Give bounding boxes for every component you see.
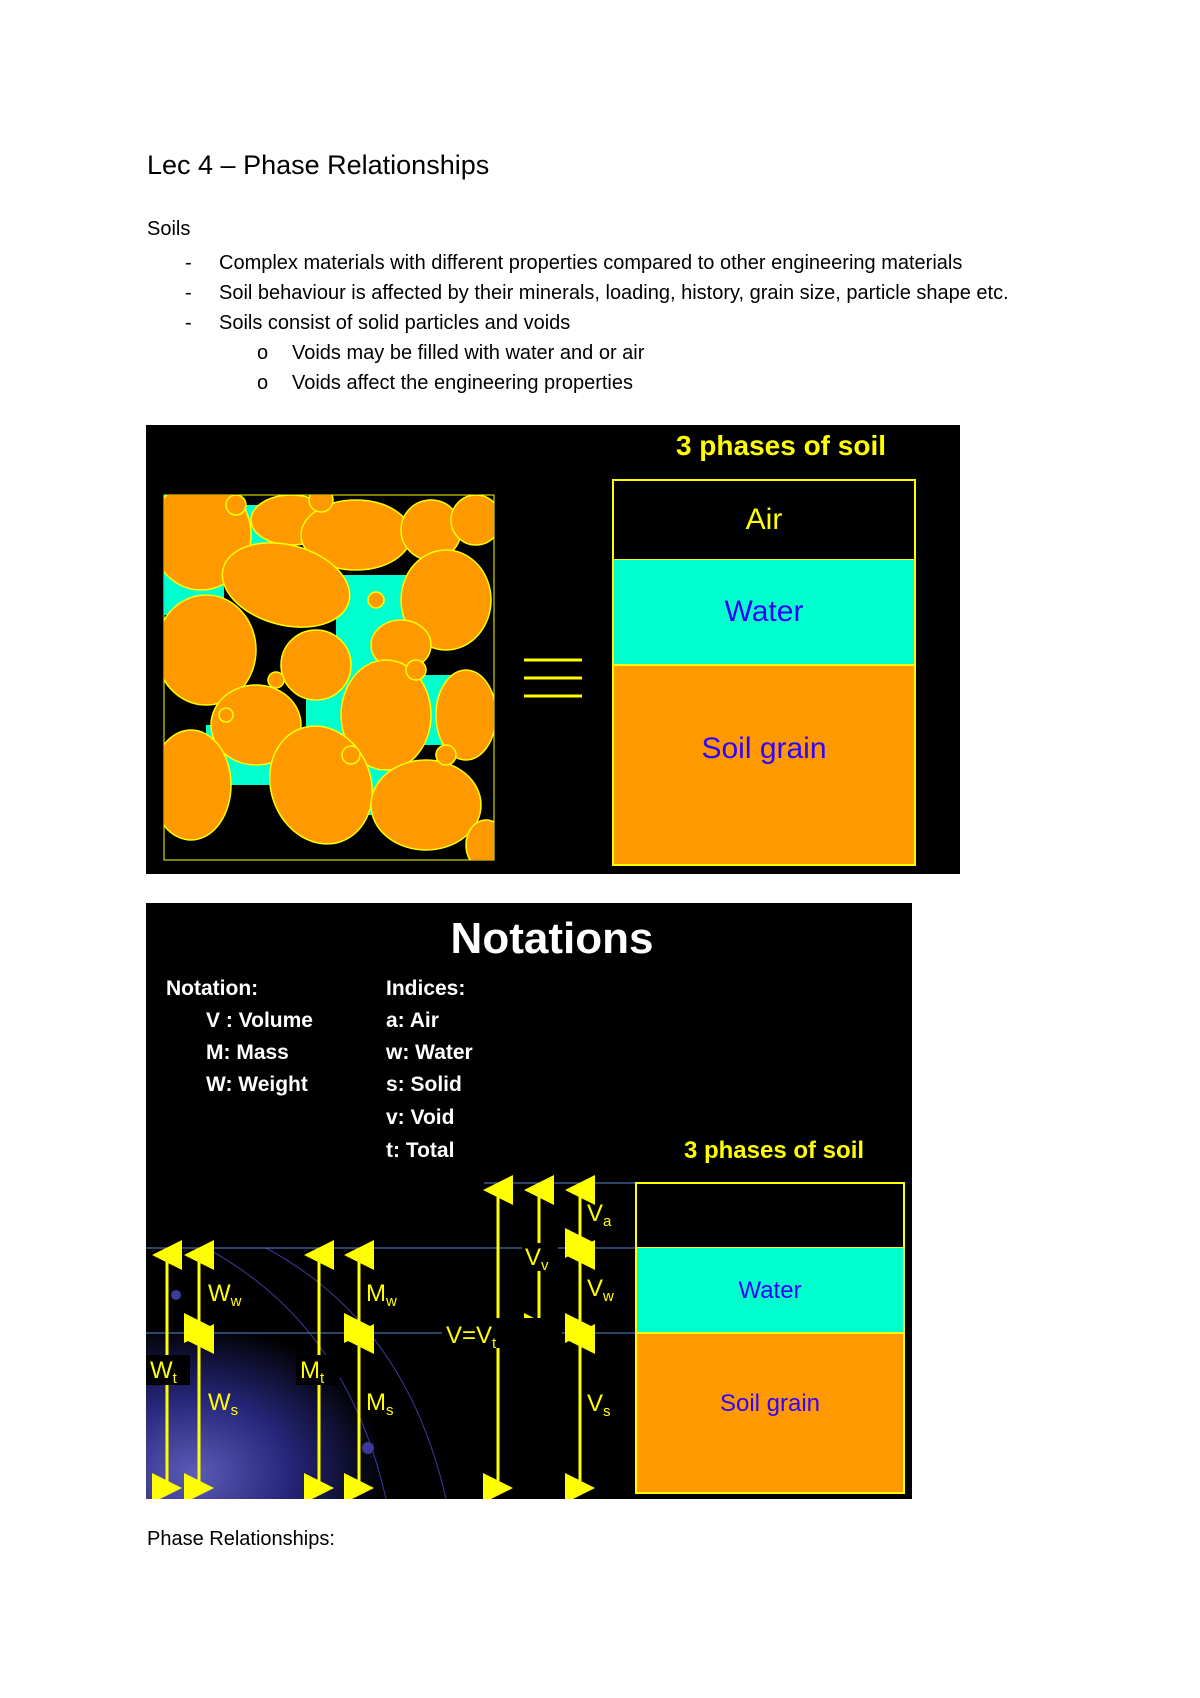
vw-symbol: $V_w$ [587, 1275, 614, 1305]
phases-heading: 3 phases of soil [683, 1137, 865, 1164]
va-symbol: $V_a$ [587, 1200, 612, 1230]
section-heading-soils: Soils [147, 218, 191, 240]
three-phases-svg [146, 425, 960, 874]
ms-symbol: $M_s$ [366, 1389, 394, 1419]
sub-bullet-item: o Voids may be filled with water and or air [257, 342, 645, 364]
ws-symbol: $W_s$ [208, 1389, 239, 1419]
notation-title: Notation: [166, 977, 259, 1000]
soil-phase-block [613, 665, 915, 865]
sub-bullet-item: o Voids affect the engineering properties [257, 372, 633, 394]
notation-item: W: Weight [206, 1073, 308, 1096]
mw-symbol: $M_w$ [366, 1280, 397, 1310]
index-item: t: Total [386, 1139, 455, 1162]
soil-grain-label: Soil grain [701, 732, 827, 765]
notation-item: M: Mass [206, 1041, 289, 1064]
bullet-item: - Soils consist of solid particles and voids o Voids may be filled with water and or air o Voids affect the engineering properties [147, 308, 1067, 398]
indices-title: Indices: [386, 977, 466, 1000]
notations-svg [146, 903, 912, 1499]
air-label: Air [755, 1203, 785, 1230]
notations-figure [146, 903, 912, 1499]
phase-relationships-heading: Phase Relationships: [147, 1528, 335, 1550]
bullet-item: - Complex materials with different properties compared to other engineering materials [185, 252, 963, 274]
index-item: a: Air [386, 1009, 439, 1032]
wt-symbol: $W_t$ [150, 1357, 177, 1387]
bullet-item: - Soil behaviour is affected by their minerals, loading, history, grain size, particle shape etc. [185, 282, 1009, 304]
vt-symbol: $V=V_t$ [446, 1322, 497, 1352]
vs-symbol: $V_s$ [587, 1390, 611, 1420]
three-phases-heading: 3 phases of soil [675, 430, 887, 461]
vv-symbol: $V_v$ [525, 1244, 549, 1274]
notations-heading: Notations [450, 914, 654, 963]
water-label: Water [738, 1277, 802, 1304]
water-label: Water [724, 595, 804, 628]
sub-bullet-list [219, 338, 1067, 398]
air-label: Air [745, 503, 783, 536]
notation-item: V : Volume [206, 1009, 313, 1032]
ww-symbol: $W_w$ [208, 1280, 242, 1310]
soil-sample-illustration [151, 480, 506, 870]
soil-grain-label: Soil grain [719, 1390, 821, 1417]
page-title: Lec 4 – Phase Relationships [147, 150, 490, 180]
mt-symbol: $M_t$ [300, 1357, 325, 1387]
index-item: w: Water [386, 1041, 473, 1064]
index-item: v: Void [386, 1106, 455, 1129]
index-item: s: Solid [386, 1073, 462, 1096]
bullet-list [147, 248, 1067, 398]
three-phases-figure [146, 425, 960, 874]
